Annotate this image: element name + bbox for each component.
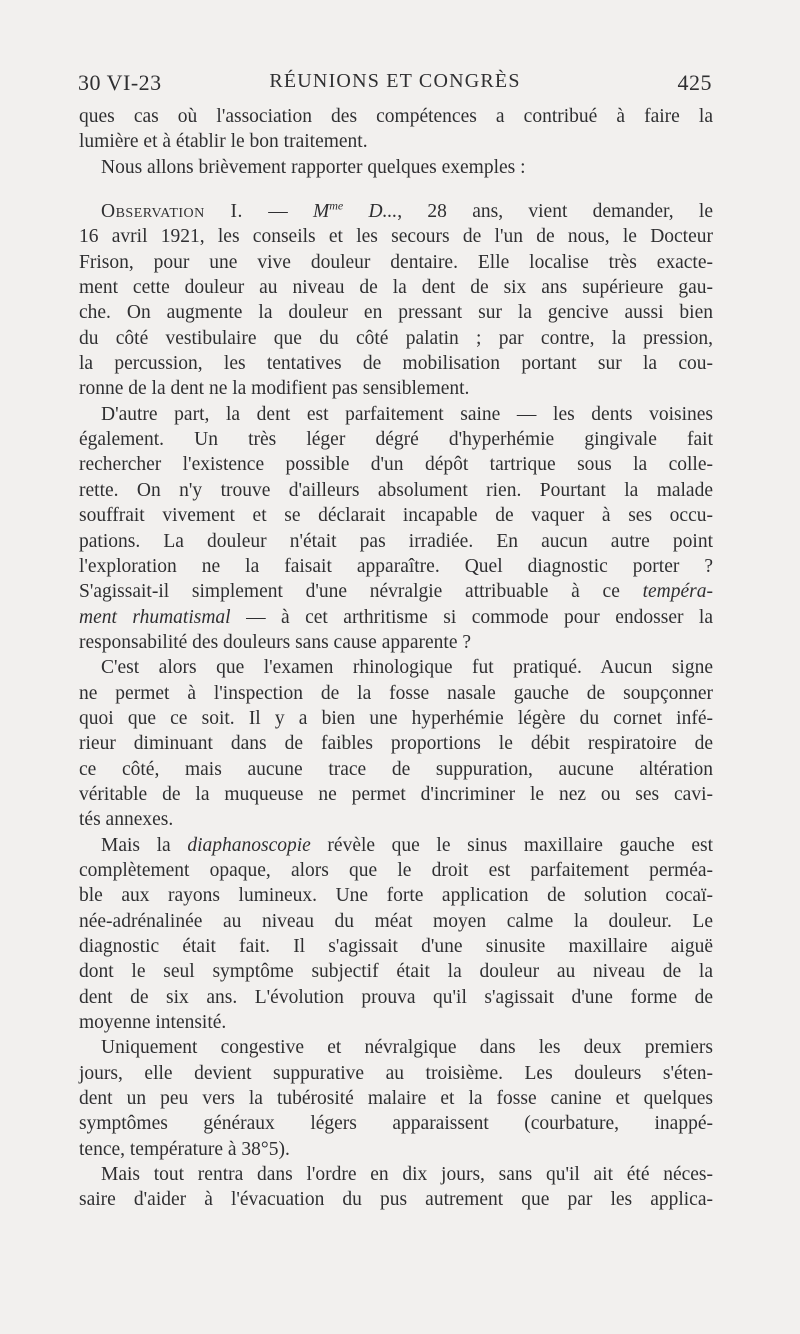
line-text: C'est alors que l'examen rhinologique fut pratiqué. Aucun signe	[101, 657, 713, 679]
text-line	[79, 1111, 713, 1136]
line-text: D'autre part, la dent est parfaitement saine — les dents voisines	[101, 403, 713, 425]
line-text: rette. On n'y trouve d'ailleurs absolument rien. Pourtant la malade	[79, 479, 713, 501]
header-left: 30 VI-23	[78, 70, 162, 95]
text-line	[79, 1137, 713, 1162]
line-text: saire d'aider à l'évacuation du pus autrement que par les applica-	[79, 1189, 713, 1211]
text-line	[79, 579, 713, 604]
text-line	[79, 351, 713, 376]
line-text: pations. La douleur n'était pas irradiée. En aucun autre point	[79, 530, 713, 552]
italic-text: tempéra-	[642, 581, 713, 603]
observation-text: , 28 ans, vient demander, le	[397, 201, 713, 223]
text-line	[79, 655, 713, 680]
text-line	[79, 757, 713, 782]
text-line	[79, 1162, 713, 1187]
text-line	[79, 731, 713, 756]
patient-name-base: M	[313, 201, 330, 223]
line-text: ble aux rayons lumineux. Une forte application de solution cocaï-	[79, 885, 713, 907]
text-line	[79, 833, 713, 858]
line-text: dont le seul symptôme subjectif était la douleur au niveau de la	[79, 961, 713, 983]
text-line	[79, 1061, 713, 1086]
line-text: jours, elle devient suppurative au troisième. Les douleurs s'éten-	[79, 1062, 713, 1084]
line-text: également. Un très léger dégré d'hyperhémie gingivale fait	[79, 429, 713, 451]
text-line	[79, 402, 713, 427]
line-text: la percussion, les tentatives de mobilisation portant sur la cou-	[79, 353, 713, 375]
text-line	[79, 224, 713, 249]
text-line	[79, 275, 713, 300]
text-line	[79, 129, 713, 154]
line-text: dent un peu vers la tubérosité malaire et la fosse canine et quelques	[79, 1088, 713, 1110]
text-line	[79, 554, 713, 579]
text-line	[79, 1086, 713, 1111]
text-line	[79, 1010, 713, 1035]
dash: —	[242, 201, 314, 223]
text-line	[79, 529, 713, 554]
line-text: Frison, pour une vive douleur dentaire. Elle localise très exacte-	[79, 251, 713, 273]
line-text: — à cet arthritisme si commode pour endosser la	[230, 606, 713, 628]
line-text: l'exploration ne la faisait apparaître. Quel diagnostic porter ?	[79, 555, 713, 577]
line-text: symptômes généraux légers apparaissent (courbature, inappé-	[79, 1113, 713, 1135]
text-line	[79, 199, 713, 224]
line-text: souffrait vivement et se déclarait incapable de vaquer à ses occu-	[79, 505, 713, 527]
line-text: moyenne intensité.	[79, 1012, 227, 1034]
text-line	[79, 376, 713, 401]
text-line	[79, 155, 713, 180]
header-title: RÉUNIONS ET CONGRÈS	[269, 70, 521, 92]
text-line	[79, 681, 713, 706]
text-line	[79, 630, 713, 655]
line-text: véritable de la muqueuse ne permet d'incriminer le nez ou ses cavi-	[79, 783, 713, 805]
line-text: 16 avril 1921, les conseils et les secours de l'un de nous, le Docteur	[79, 226, 713, 248]
line-text: née-adrénalinée au niveau du méat moyen calme la douleur. Le	[79, 910, 713, 932]
line-text: responsabilité des douleurs sans cause apparente ?	[79, 631, 472, 653]
line-text: Mais tout rentra dans l'ordre en dix jours, sans qu'il ait été néces-	[101, 1164, 713, 1186]
line-text: S'agissait-il simplement d'une névralgie attribuable à ce	[79, 581, 643, 603]
italic-text: ment rhumatismal	[79, 606, 231, 628]
text-line	[79, 706, 713, 731]
text-line	[79, 782, 713, 807]
italic-text: diaphanoscopie	[187, 834, 311, 856]
line-text: rechercher l'existence possible d'un dépôt tartrique sous la colle-	[79, 454, 713, 476]
line-text: ment cette douleur au niveau de la dent de six ans supérieure gau-	[79, 277, 713, 299]
patient-name-rest: D...	[343, 201, 398, 223]
text-line	[79, 605, 713, 630]
line-text: ronne de la dent ne la modifient pas sensiblement.	[79, 378, 470, 400]
text-line	[79, 959, 713, 984]
text-line	[79, 300, 713, 325]
text-line	[79, 427, 713, 452]
body-text	[79, 104, 713, 1213]
line-text: tés annexes.	[79, 809, 174, 831]
line-text: ce côté, mais aucune trace de suppuration, aucune altération	[79, 758, 713, 780]
line-text: ques cas où l'association des compétences a contribué à faire la	[79, 106, 713, 127]
text-line	[79, 503, 713, 528]
line-text: quoi que ce soit. Il y a bien une hyperhémie légère du cornet infé-	[79, 707, 713, 729]
text-line	[79, 807, 713, 832]
page-number: 425	[677, 70, 712, 95]
line-text: rieur diminuant dans de faibles proportions le débit respiratoire de	[79, 733, 713, 755]
text-line	[79, 934, 713, 959]
text-line	[79, 883, 713, 908]
running-header	[78, 70, 712, 100]
text-line	[79, 250, 713, 275]
text-line	[79, 1187, 713, 1212]
observation-label: Observation I.	[101, 201, 243, 223]
line-text: lumière et à établir le bon traitement.	[79, 131, 368, 153]
text-line	[79, 104, 713, 129]
line-text: complètement opaque, alors que le droit est parfaitement perméa-	[79, 859, 713, 881]
text-line	[79, 478, 713, 503]
line-text: diagnostic était fait. Il s'agissait d'une sinusite maxillaire aiguë	[79, 936, 713, 957]
text-line	[79, 326, 713, 351]
text-line	[79, 1035, 713, 1060]
line-text: dent de six ans. L'évolution prouva qu'il s'agissait d'une forme de	[79, 986, 713, 1008]
text-line	[79, 985, 713, 1010]
line-text: che. On augmente la douleur en pressant sur la gencive aussi bien	[79, 302, 713, 324]
line-text: tence, température à 38°5).	[79, 1138, 290, 1160]
line-text: Mais la	[101, 834, 188, 856]
line-text: ne permet à l'inspection de la fosse nasale gauche de soupçonner	[79, 682, 713, 704]
line-text: Nous allons brièvement rapporter quelques exemples :	[101, 156, 526, 178]
patient-name	[313, 198, 398, 223]
text-line	[79, 858, 713, 883]
line-text: du côté vestibulaire que du côté palatin ; par contre, la pression,	[79, 327, 713, 349]
line-text: révèle que le sinus maxillaire gauche est	[310, 834, 713, 856]
patient-name-sup: me	[329, 198, 344, 213]
text-line	[79, 452, 713, 477]
line-text: Uniquement congestive et névralgique dans les deux premiers	[101, 1037, 713, 1059]
text-line	[79, 909, 713, 934]
